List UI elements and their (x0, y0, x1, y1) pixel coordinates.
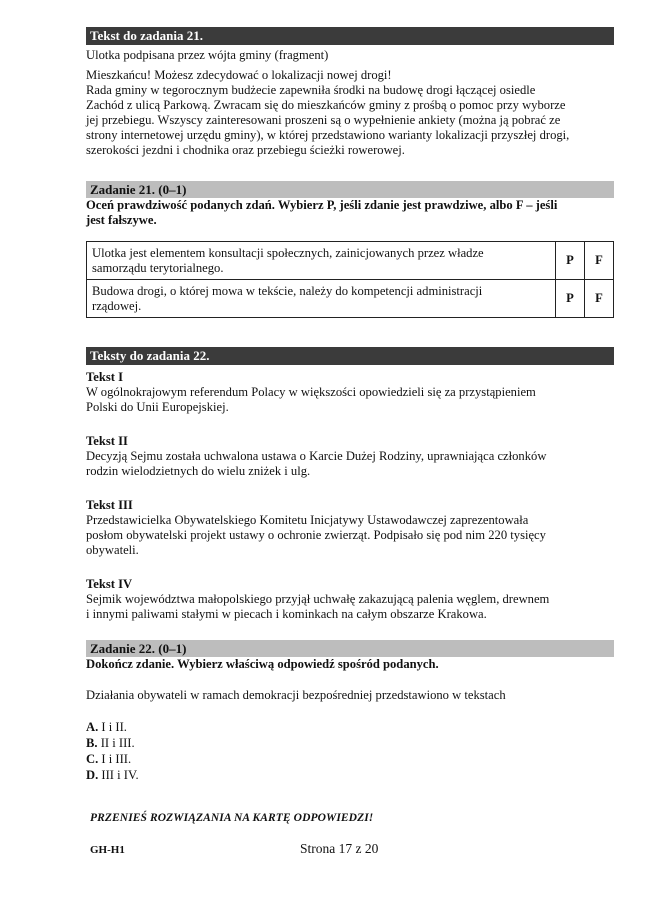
task21-source-text (86, 48, 614, 158)
text-line: Przedstawicielka Obywatelskiego Komitetu Inicjatywy Ustawodawczej zaprezentowała (86, 513, 529, 527)
leaflet-line: strony internetowej urzędu gminy), w której przedstawiono warianty lokalizacji przyszłej drogi, (86, 128, 570, 142)
option-text: III i IV. (101, 768, 139, 782)
text-2 (86, 434, 614, 479)
text-line: rodzin wielodzietnych do wielu zniżek i ulg. (86, 464, 311, 478)
task21-text-header: Tekst do zadania 21. (86, 27, 614, 45)
text-title: Tekst III (86, 498, 133, 512)
leaflet-line: Rada gminy w tegorocznym budżecie zapewniła środki na budowę drogi łączącej osiedle (86, 83, 536, 97)
option-letter: A. (86, 720, 99, 734)
task22-texts-header: Teksty do zadania 22. (86, 347, 614, 365)
task22-stem: Działania obywateli w ramach demokracji bezpośredniej przedstawiono w tekstach (86, 688, 506, 702)
answer-option-c[interactable] (86, 751, 614, 767)
text-title: Tekst IV (86, 577, 133, 591)
task22-instruction: Dokończ zdanie. Wybierz właściwą odpowiedź spośród podanych. (86, 657, 439, 671)
text-line: Polski do Unii Europejskiej. (86, 400, 229, 414)
text-line: Sejmik województwa małopolskiego przyjął uchwałę zakazującą palenia węglem, drewnem (86, 592, 550, 606)
answer-option-b[interactable] (86, 735, 614, 751)
statement-line: rządowej. (92, 298, 142, 313)
statement-cell (87, 280, 556, 318)
task22-header: Zadanie 22. (0–1) (86, 640, 614, 657)
text-3 (86, 498, 614, 558)
option-text: II i III. (100, 736, 135, 750)
text-title: Tekst II (86, 434, 128, 448)
text-line: i innymi paliwami stałymi w piecach i kominkach na całym obszarze Krakowa. (86, 607, 487, 621)
instruction-line: Oceń prawdziwość podanych zdań. Wybierz P, jeśli zdanie jest prawdziwe, albo F – jeśli (86, 198, 558, 212)
text-title: Tekst I (86, 370, 123, 384)
table-row (87, 242, 614, 280)
text-line: obywateli. (86, 543, 139, 557)
statement-cell (87, 242, 556, 280)
text-1 (86, 370, 614, 415)
statement-line: Ulotka jest elementem konsultacji społecznych, zainicjowanych przez władze (92, 245, 484, 260)
answer-true-cell[interactable]: P (556, 242, 585, 280)
text-line: W ogólnokrajowym referendum Polacy w większości opowiedzieli się za przystąpieniem (86, 385, 536, 399)
instruction-line: jest fałszywe. (86, 213, 157, 227)
answer-true-cell[interactable]: P (556, 280, 585, 318)
answer-options (86, 719, 614, 783)
leaflet-line: Mieszkańcu! Możesz zdecydować o lokalizacji nowej drogi! (86, 68, 392, 82)
exam-code: GH-H1 (90, 844, 125, 856)
leaflet-subtitle: Ulotka podpisana przez wójta gminy (fragment) (86, 48, 329, 62)
option-text: I i II. (101, 720, 127, 734)
page-number: Strona 17 z 20 (300, 841, 379, 856)
option-letter: B. (86, 736, 98, 750)
answer-false-cell[interactable]: F (585, 242, 614, 280)
answer-option-a[interactable] (86, 719, 614, 735)
leaflet-line: szerokości jezdni i chodnika oraz przebiegu ścieżki rowerowej. (86, 143, 405, 157)
statement-line: samorządu terytorialnego. (92, 260, 224, 275)
task21-header: Zadanie 21. (0–1) (86, 181, 614, 198)
leaflet-line: Zachód z ulicą Parkową. Zwracam się do mieszkańców gminy z prośbą o pomoc przy wyborze (86, 98, 566, 112)
text-4 (86, 577, 614, 622)
answer-option-d[interactable] (86, 767, 614, 783)
table-row (87, 280, 614, 318)
option-text: I i III. (101, 752, 132, 766)
text-line: Decyzją Sejmu została uchwalona ustawa o Karcie Dużej Rodziny, uprawniająca członków (86, 449, 547, 463)
option-letter: C. (86, 752, 99, 766)
leaflet-line: jej przebiegu. Wszyscy zainteresowani proszeni są o wypełnienie ankiety (można ją pobrać ze (86, 113, 561, 127)
statement-line: Budowa drogi, o której mowa w tekście, należy do kompetencji administracji (92, 283, 483, 298)
transfer-answers-note: PRZENIEŚ ROZWIĄZANIA NA KARTĘ ODPOWIEDZI! (90, 812, 374, 824)
task21-instruction (86, 198, 614, 228)
answer-false-cell[interactable]: F (585, 280, 614, 318)
true-false-table (86, 241, 614, 318)
option-letter: D. (86, 768, 99, 782)
text-line: posłom obywatelski projekt ustawy o ochronie zwierząt. Podpisało się pod nim 220 tysięcy (86, 528, 546, 542)
